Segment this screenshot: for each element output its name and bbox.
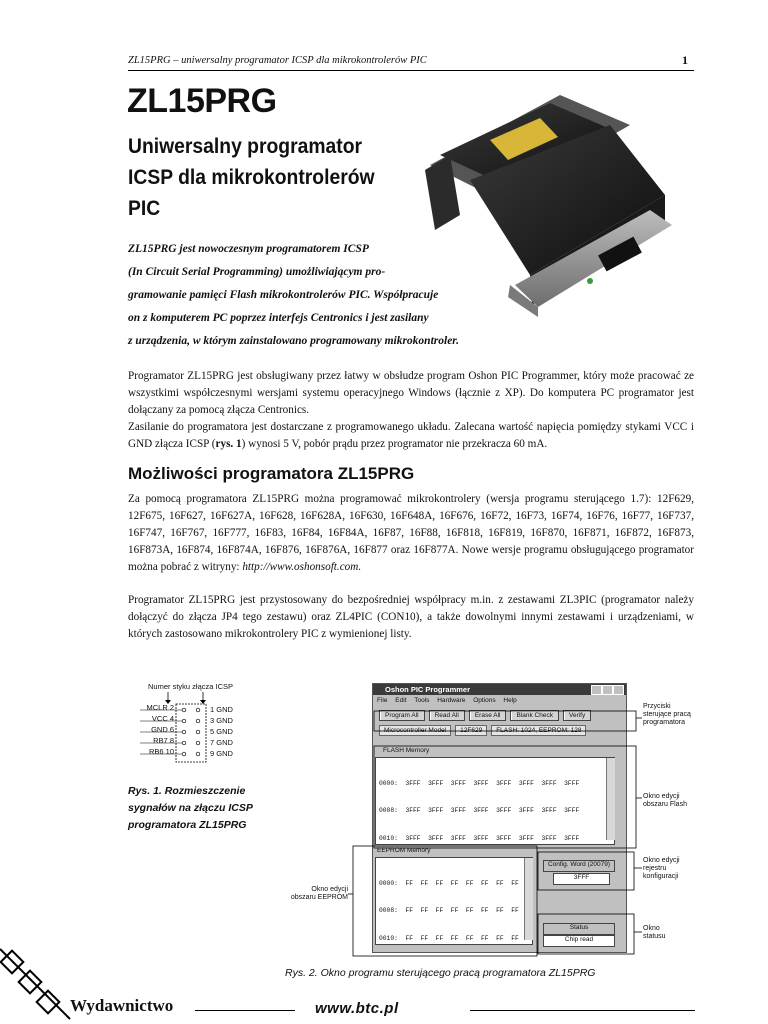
- eeprom-row: 0008: FF FF FF FF FF FF FF FF: [379, 907, 519, 915]
- lead-line: gramowanie pamięci Flash mikrokontrolerów PIC. Współpracuje: [128, 289, 439, 301]
- pin-label: 7 GND: [210, 738, 233, 747]
- annotation-status: Okno statusu: [643, 925, 666, 940]
- menu-file[interactable]: File: [377, 697, 388, 704]
- pin-label: 9 GND: [210, 749, 233, 758]
- eeprom-memory-label: EEPROM Memory: [377, 847, 431, 854]
- window-title: Oshon PIC Programmer: [385, 685, 471, 694]
- pin-label: RB6 10: [148, 747, 174, 756]
- p3-text: Za pomocą programatora ZL15PRG można programować mikrokontrolery (wersja programu sterującego 1.7): 12F629, 12F675, 16F627, 16F627A, 16F628, 16F628A, 16F630, 16F648A, 16F676, 16F72, 16F73, 16F74, 16F76, 16F77, 16F737, 16F747, 16F767, 16F777, 16F83, 16F84, 16F84A, 16F87, 16F88, 16F818, 16F819, 16F870, 16F871, 16F872, 16F873, 16F873A, 16F874, 16F874A, 16F876, 16F876A, 16F877 oraz 16F877A. Nowe wersje programu obsługującego programator można pobrać z witryny:: [128, 493, 694, 573]
- p2-figure-ref: rys. 1: [215, 438, 242, 450]
- window-titlebar: [373, 684, 626, 695]
- menu-hardware[interactable]: Hardware: [437, 697, 466, 704]
- menu-tools[interactable]: Tools: [414, 697, 430, 704]
- publisher-name: Wydawnictwo: [70, 996, 174, 1015]
- eeprom-row: 0000: FF FF FF FF FF FF FF FF: [379, 879, 519, 887]
- pins-left: [142, 702, 174, 757]
- running-title: ZL15PRG – uniwersalny programator ICSP dla mikrokontrolerów PIC: [128, 55, 427, 66]
- icsp-pinout-figure: [138, 682, 278, 772]
- menu-help[interactable]: Help: [503, 697, 517, 704]
- pins-right: [210, 704, 233, 759]
- pin-label: MCLR 2: [146, 703, 174, 712]
- menu-options[interactable]: Options: [473, 697, 496, 704]
- menu-edit[interactable]: Edit: [395, 697, 407, 704]
- flash-memory-label: FLASH Memory: [383, 747, 430, 754]
- model-value[interactable]: 12F629: [455, 725, 487, 736]
- blank-check-button[interactable]: Blank Check: [510, 710, 559, 721]
- figure-2-caption: Rys. 2. Okno programu sterującego pracą programatora ZL15PRG: [285, 967, 596, 979]
- maximize-icon[interactable]: [602, 685, 613, 695]
- config-word-label: Config. Word (20079): [543, 860, 615, 872]
- figure-1-caption: Rys. 1. Rozmieszczenie sygnałów na złączu ICSP programatora ZL15PRG: [128, 785, 253, 831]
- lead-line: (In Circuit Serial Programming) umożliwiającym pro-: [128, 266, 386, 278]
- annotation-eeprom: Okno edycji obszaru EEPROM: [290, 886, 348, 901]
- config-word-value[interactable]: 3FFF: [553, 873, 610, 885]
- status-label: Status: [543, 923, 615, 935]
- minimize-icon[interactable]: [591, 685, 602, 695]
- lead-paragraph: [128, 238, 528, 353]
- pin-label: 5 GND: [210, 727, 233, 736]
- program-all-button[interactable]: Program All: [379, 710, 425, 721]
- lead-line: on z komputerem PC poprzez interfejs Centronics i jest zasilany: [128, 312, 429, 324]
- erase-all-button[interactable]: Erase All: [469, 710, 507, 721]
- model-label: Microcontroller Model: [379, 725, 451, 736]
- pin-label: 1 GND: [210, 705, 233, 714]
- verify-button[interactable]: Verify: [563, 710, 591, 721]
- pin-label: VCC 4: [151, 714, 174, 723]
- header-rule: [128, 70, 694, 71]
- pinout-top-label: Numer styku złącza ICSP: [148, 682, 234, 691]
- p2-text: Zasilanie do programatora jest dostarczane z programowanego układu. Zalecana wartość napięcia pomiędzy stykami VCC i GND złącza ICSP (: [128, 421, 694, 450]
- publisher-url[interactable]: www.btc.pl: [315, 1000, 399, 1017]
- lead-line: z urządzenia, w którym zainstalowano programowany mikrokontroler.: [128, 335, 460, 347]
- p2-text-end: ) wynosi 5 V, pobór prądu przez programator nie przekracza 60 mA.: [241, 438, 548, 450]
- body-paragraph-4: Programator ZL15PRG jest przystosowany do bezpośredniej współpracy m.in. z zestawami ZL3PIC (programator należy dołączyć do złącza JP4 tego zestawu) oraz ZL4PIC (CON10), a także dowolnymi innymi zestawami i urządzeniami, w których zastosowano mikrokontrolery PIC z wymienionej listy.: [128, 594, 694, 640]
- close-icon[interactable]: [613, 685, 624, 695]
- oshonsoft-link[interactable]: http://www.oshonsoft.com.: [242, 561, 362, 573]
- flash-row: 0010: 3FFF 3FFF 3FFF 3FFF 3FFF 3FFF 3FFF 3FFF: [379, 835, 580, 843]
- body-paragraph-2: [128, 419, 694, 453]
- footer-rule-left: [195, 1010, 295, 1011]
- status-value: Chip read: [543, 935, 615, 947]
- publisher-logo-icon: [0, 944, 72, 1024]
- annotation-config: Okno edycji rejestru konfiguracji: [643, 857, 680, 880]
- page-title: ZL15PRG: [127, 82, 277, 120]
- page-number: 1: [682, 53, 688, 67]
- section-heading: Możliwości programatora ZL15PRG: [128, 464, 415, 483]
- pin-label: RB7 8: [153, 736, 174, 745]
- eeprom-row: 0010: FF FF FF FF FF FF FF FF: [379, 935, 519, 943]
- page-subtitle: Uniwersalny programator ICSP dla mikrokontrolerów PIC: [128, 135, 375, 220]
- flash-row: 0008: 3FFF 3FFF 3FFF 3FFF 3FFF 3FFF 3FFF 3FFF: [379, 807, 580, 815]
- footer-rule-right: [470, 1010, 695, 1011]
- memory-info: FLASH: 1024, EEPROM: 128: [491, 725, 586, 736]
- annotation-flash: Okno edycji obszaru Flash: [643, 793, 687, 808]
- annotation-buttons: Przyciski sterujące pracą programatora: [643, 703, 691, 726]
- lead-line: ZL15PRG jest nowoczesnym programatorem ICSP: [128, 243, 369, 255]
- pin-label: GND 6: [151, 725, 174, 734]
- body-paragraph-3: [128, 491, 694, 576]
- annotation-lines: [280, 700, 700, 960]
- read-all-button[interactable]: Read All: [429, 710, 465, 721]
- body-paragraph-1: Programator ZL15PRG jest obsługiwany przez łatwy w obsłudze program Oshon PIC Programmer, który może pracować ze wszystkimi współczesnymi wersjami systemu operacyjnego Windows (łącznie z XP). Do komputera PC programator jest dołączany za pomocą złącza Centronics.: [128, 370, 694, 416]
- pin-label: 3 GND: [210, 716, 233, 725]
- flash-row: 0000: 3FFF 3FFF 3FFF 3FFF 3FFF 3FFF 3FFF 3FFF: [379, 779, 580, 787]
